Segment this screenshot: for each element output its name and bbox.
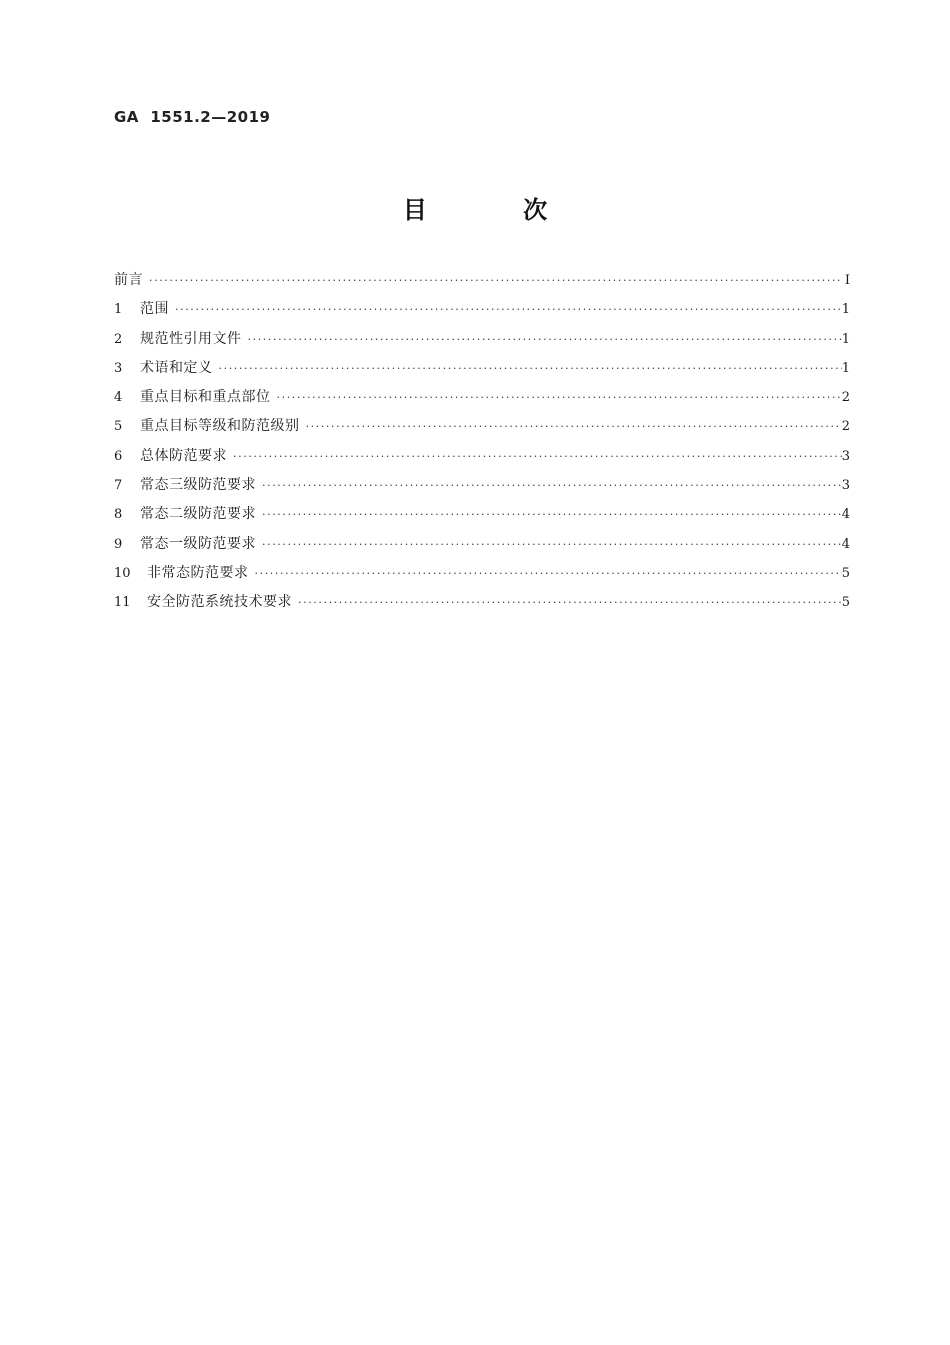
toc-entry-7[interactable]: [114, 471, 850, 500]
toc-entry-9[interactable]: [114, 530, 850, 559]
document-code: GA 1551.2—2019: [114, 108, 271, 126]
toc-leader-dots: [256, 500, 842, 529]
toc-entry-number: 6: [114, 448, 123, 464]
toc-entry-number: 10: [114, 565, 131, 581]
toc-leader-dots: [271, 383, 842, 412]
table-of-contents: [114, 266, 850, 618]
toc-entry-text: 术语和定义: [140, 359, 213, 376]
toc-entry-3[interactable]: [114, 354, 850, 383]
toc-entry-text: 前言: [114, 272, 143, 288]
toc-entry-text: 常态三级防范要求: [140, 477, 256, 494]
toc-leader-dots: [256, 471, 842, 500]
toc-entry-2[interactable]: [114, 325, 850, 354]
toc-entry-number: 2: [114, 331, 123, 347]
toc-entry-number: 4: [114, 390, 123, 406]
toc-leader-dots: [143, 266, 842, 295]
toc-entry-page: 5: [841, 595, 850, 611]
toc-entry-number: 7: [114, 478, 123, 494]
toc-entry-text: 重点目标等级和防范级别: [140, 418, 300, 435]
toc-leader-dots: [227, 442, 842, 471]
toc-entry-text: 规范性引用文件: [140, 330, 242, 347]
toc-entry-text: 非常态防范要求: [147, 564, 249, 581]
toc-entry-text: 常态一级防范要求: [140, 535, 256, 552]
toc-entry-text: 范围: [140, 301, 169, 318]
toc-entry-number: 5: [114, 419, 123, 435]
toc-entry-number: 1: [114, 302, 123, 318]
toc-entry-text: 常态二级防范要求: [140, 506, 256, 523]
toc-entry-page: 4: [841, 536, 850, 552]
toc-leader-dots: [292, 588, 842, 617]
toc-entry-page: 4: [841, 507, 850, 523]
toc-entry-6[interactable]: [114, 442, 850, 471]
toc-entry-page: 1: [841, 331, 850, 347]
toc-entry-page: 2: [841, 419, 850, 435]
toc-leader-dots: [300, 412, 842, 441]
toc-leader-dots: [242, 325, 842, 354]
toc-entry-page: 5: [841, 565, 850, 581]
toc-entry-8[interactable]: [114, 500, 850, 529]
toc-leader-dots: [256, 530, 842, 559]
toc-entry-page: 1: [841, 302, 850, 318]
toc-entry-10[interactable]: [114, 559, 850, 588]
toc-leader-dots: [213, 354, 842, 383]
toc-entry-number: 9: [114, 536, 123, 552]
toc-entry-text: 重点目标和重点部位: [140, 389, 271, 406]
toc-leader-dots: [169, 295, 842, 324]
toc-entry-number: 11: [114, 595, 131, 611]
toc-entry-page: 3: [841, 448, 850, 464]
toc-title: 目 次: [402, 196, 592, 224]
toc-entry-page: 1: [841, 360, 850, 376]
toc-entry-5[interactable]: [114, 412, 850, 441]
toc-entry-page: 2: [841, 390, 850, 406]
toc-entry-text: 安全防范系统技术要求: [147, 594, 292, 611]
toc-entry-text: 总体防范要求: [140, 447, 227, 464]
toc-leader-dots: [249, 559, 842, 588]
toc-entry-4[interactable]: [114, 383, 850, 412]
toc-entry-number: 3: [114, 360, 123, 376]
toc-entry-page: Ⅰ: [844, 273, 850, 288]
toc-entry-number: 8: [114, 507, 123, 523]
toc-entry-page: 3: [841, 478, 850, 494]
toc-entry-1[interactable]: [114, 295, 850, 324]
toc-entry-foreword[interactable]: [114, 266, 850, 295]
toc-entry-11[interactable]: [114, 588, 850, 617]
